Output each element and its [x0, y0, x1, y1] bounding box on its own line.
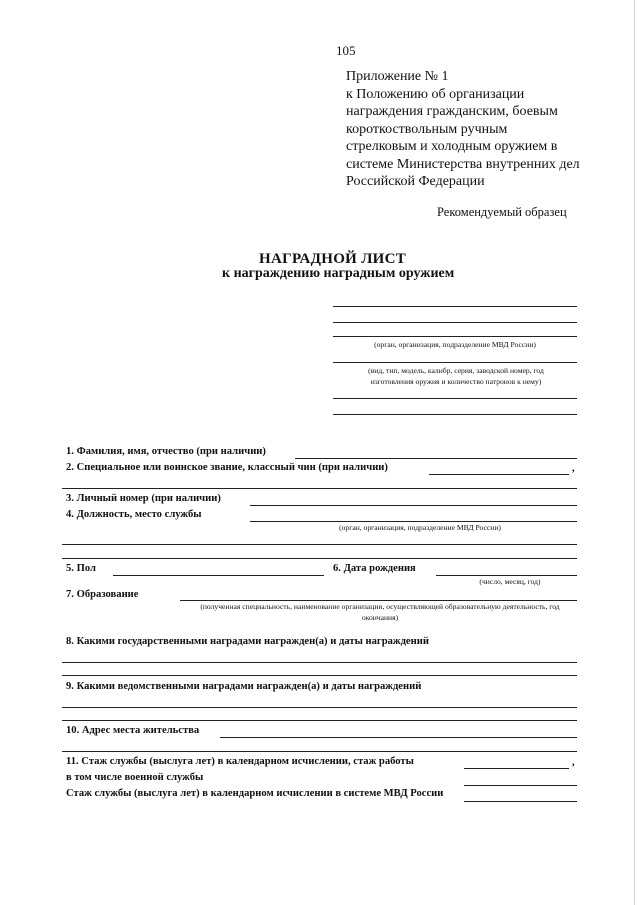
field-10-line[interactable] — [220, 737, 577, 738]
organ-line[interactable] — [333, 322, 577, 323]
field-8-line[interactable] — [62, 675, 577, 676]
field-9-line[interactable] — [62, 720, 577, 721]
weapon-line[interactable] — [333, 414, 577, 415]
field-9-label: 9. Какими ведомственными наградами награжден(а) и даты награждений — [66, 681, 422, 692]
field-2-line[interactable] — [62, 488, 577, 489]
weapon-line[interactable] — [333, 362, 577, 363]
page-edge — [634, 0, 635, 905]
appendix-line: Приложение № 1 — [346, 69, 449, 84]
appendix-line: стрелковым и холодным оружием в — [346, 139, 558, 154]
field-11-mvd-line[interactable] — [464, 801, 577, 802]
page-number: 105 — [336, 43, 356, 58]
field-8-label: 8. Какими государственными наградами награжден(а) и даты награждений — [66, 636, 429, 647]
field-2-line[interactable] — [429, 474, 569, 475]
appendix-line: Российской Федерации — [346, 174, 485, 189]
field-1-line[interactable] — [295, 458, 577, 459]
field-11-label: 11. Стаж службы (выслуга лет) в календарном исчислении, стаж работы — [66, 756, 414, 767]
weapon-line[interactable] — [333, 398, 577, 399]
appendix-line: системе Министерства внутренних дел — [346, 156, 580, 172]
organ-line[interactable] — [333, 336, 577, 337]
field-7-label: 7. Образование — [66, 589, 139, 600]
appendix-line: короткоствольным ручным — [346, 121, 508, 137]
field-5-label: 5. Пол — [66, 563, 96, 574]
field-10-label: 10. Адрес места жительства — [66, 725, 200, 736]
field-4-label: 4. Должность, место службы — [66, 509, 202, 520]
field-11-line[interactable] — [464, 768, 569, 769]
field-2-label: 2. Специальное или воинское звание, классный чин (при наличии) — [66, 462, 388, 473]
document-subtitle: к награждению наградным оружием — [222, 266, 455, 281]
sample-label: Рекомендуемый образец — [437, 205, 567, 219]
field-11-separator: , — [572, 757, 575, 768]
field-3-line[interactable] — [250, 505, 577, 506]
field-10-line[interactable] — [62, 751, 577, 752]
field-11-military-label: в том числе военной службы — [66, 772, 204, 783]
field-4-caption: (орган, организация, подразделение МВД России) — [339, 523, 501, 532]
weapon-caption: (вид, тип, модель, калибр, серия, заводской номер, год изготовления оружия и количество патронов к нему) — [368, 366, 544, 386]
organ-caption: (орган, организация, подразделение МВД России) — [374, 340, 536, 349]
field-11-mvd-label: Стаж службы (выслуга лет) в календарном исчислении в системе МВД России — [66, 788, 444, 799]
field-2-separator: , — [572, 463, 575, 474]
field-5-line[interactable] — [113, 575, 324, 576]
field-9-line[interactable] — [62, 707, 577, 708]
field-1-label: 1. Фамилия, имя, отчество (при наличии) — [66, 446, 266, 457]
field-4-line[interactable] — [62, 558, 577, 559]
document-title: НАГРАДНОЙ ЛИСТ — [259, 251, 407, 267]
field-6-label: 6. Дата рождения — [333, 563, 416, 574]
appendix-block — [346, 68, 616, 191]
appendix-line: награждения гражданским, боевым — [346, 104, 558, 119]
field-11-military-line[interactable] — [464, 785, 577, 786]
field-8-line[interactable] — [62, 662, 577, 663]
field-3-label: 3. Личный номер (при наличии) — [66, 493, 221, 504]
field-4-line[interactable] — [62, 544, 577, 545]
organ-line[interactable] — [333, 306, 577, 307]
field-7-caption: (полученная специальность, наименование организации, осуществляющей образовательную деятельность, год окончания) — [200, 602, 560, 622]
appendix-line: к Положению об организации — [346, 86, 525, 102]
field-6-caption: (число, месяц, год) — [479, 577, 541, 586]
